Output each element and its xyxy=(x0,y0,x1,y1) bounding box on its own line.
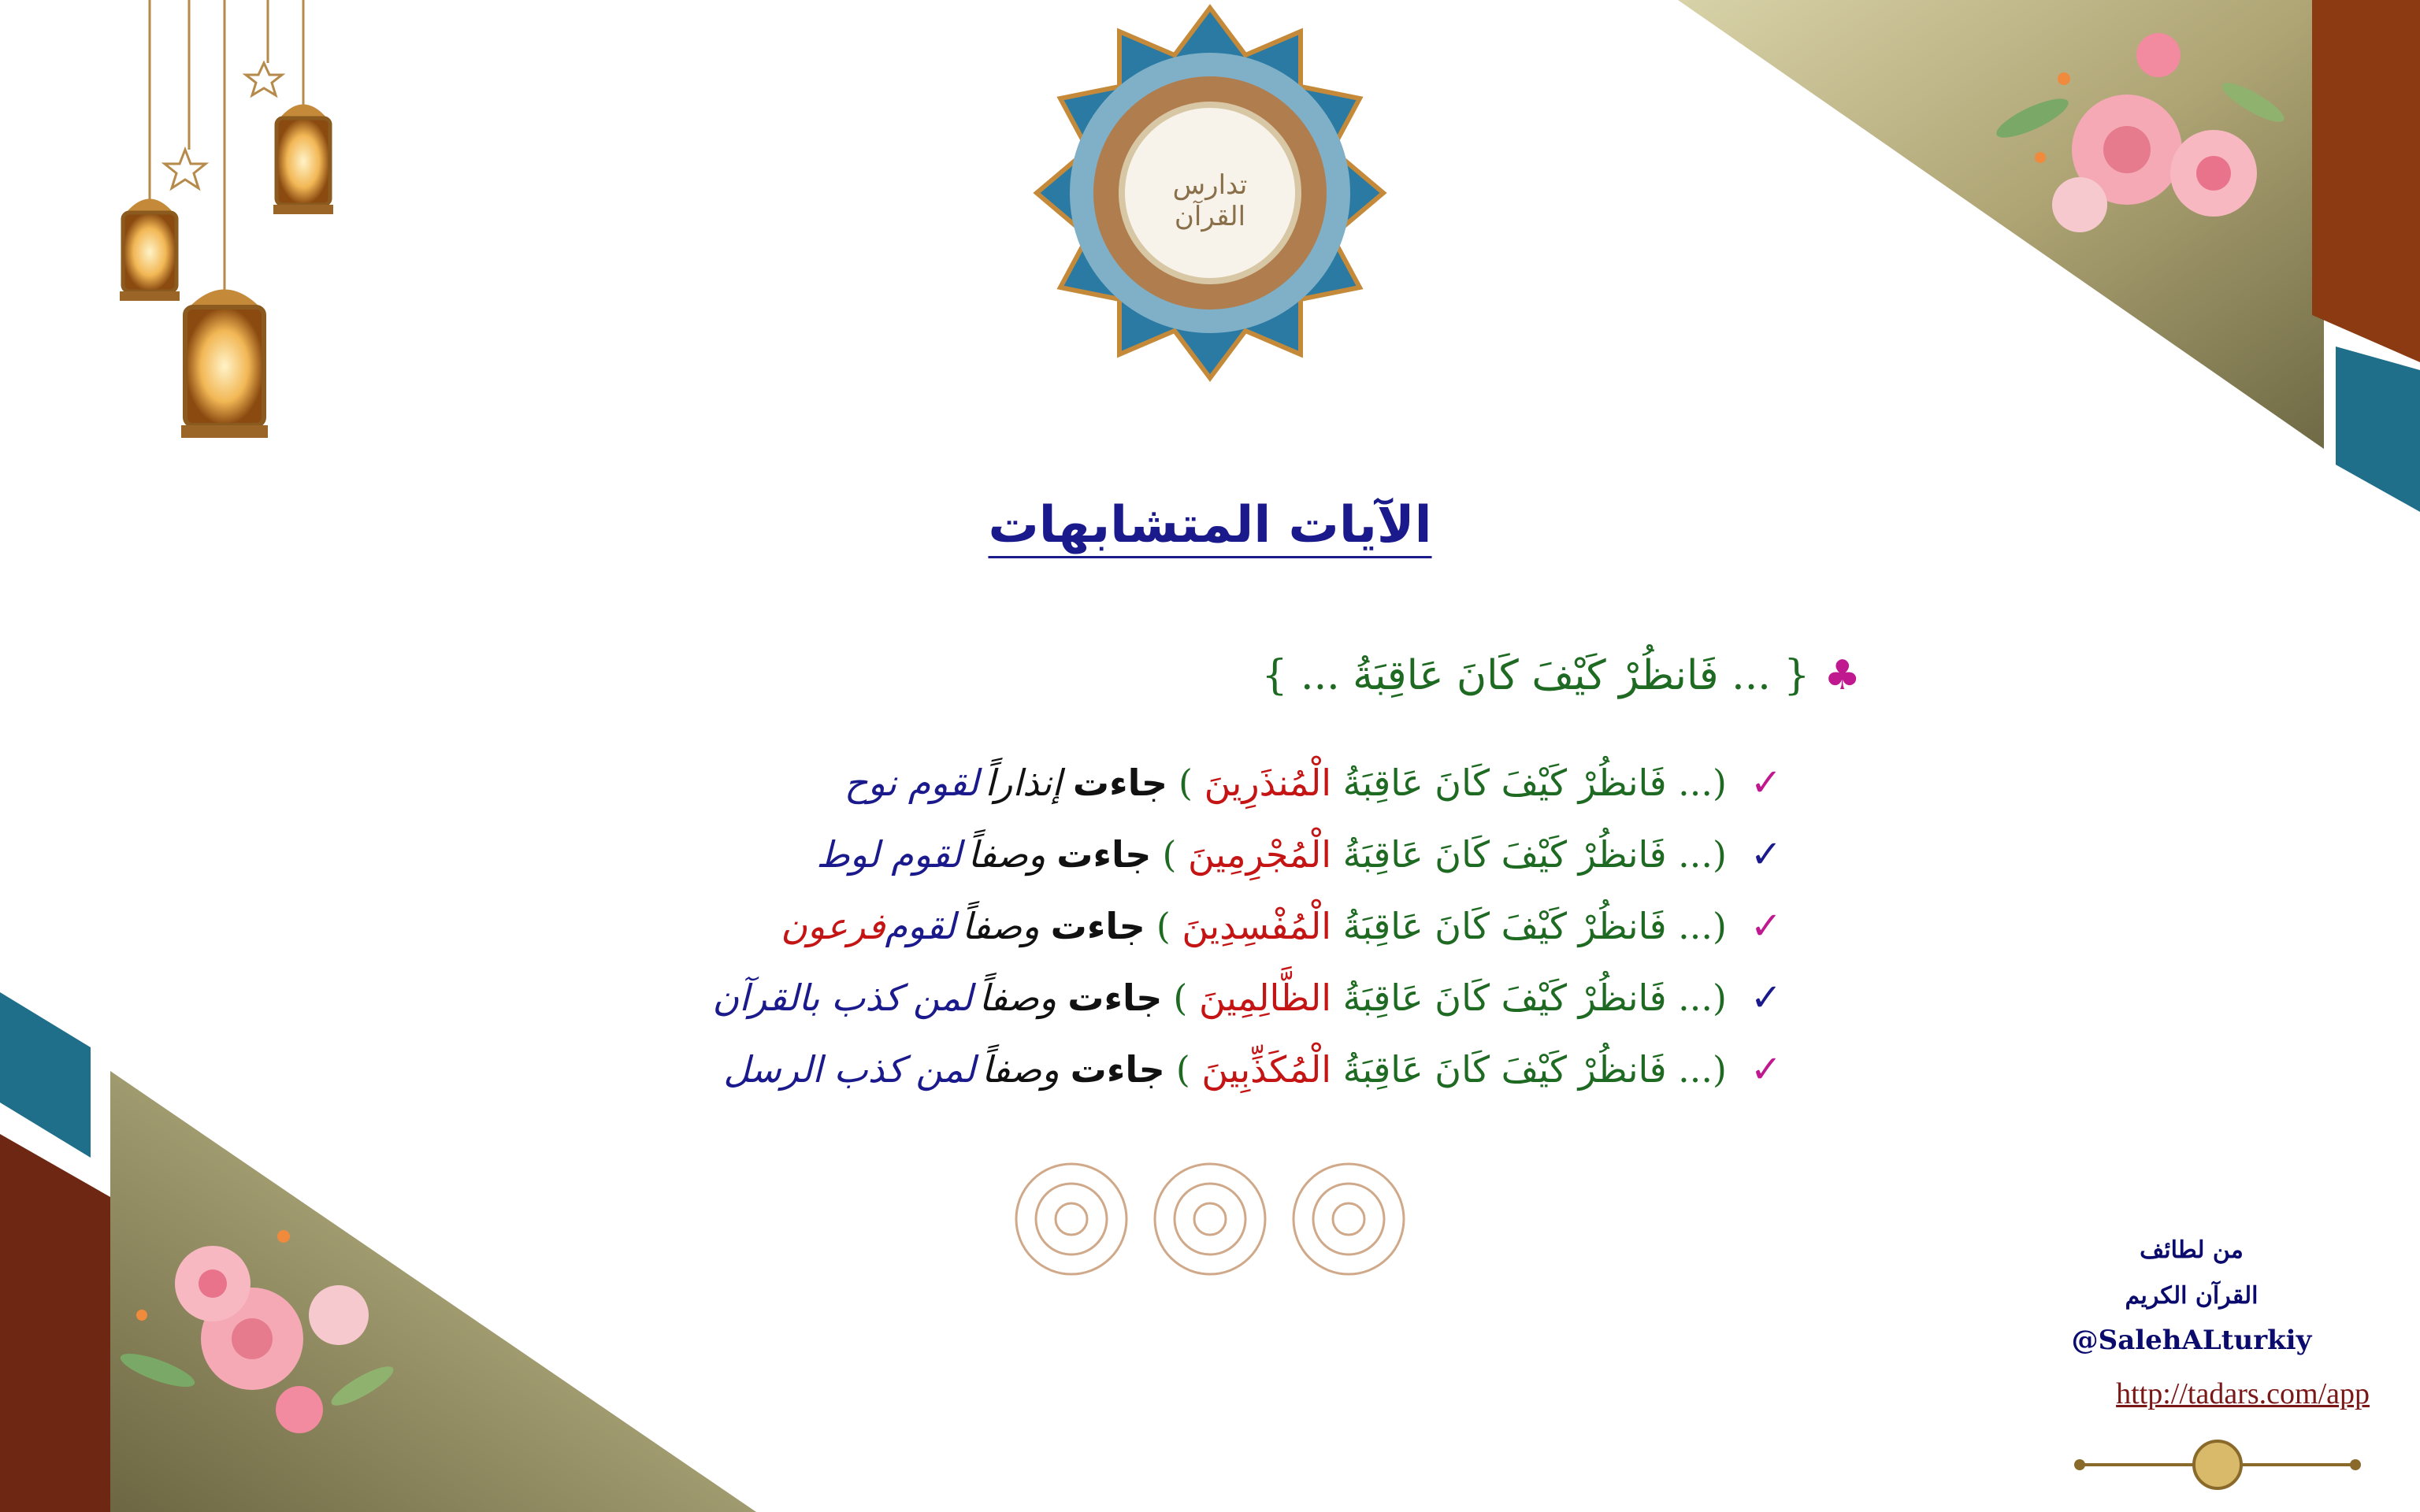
check-icon: ✓ xyxy=(1750,760,1783,805)
lantern-1 xyxy=(120,199,180,302)
list-item xyxy=(529,1033,1790,1105)
lantern-3 xyxy=(181,290,268,439)
came-label: جاءت xyxy=(1050,904,1145,947)
tadars-link[interactable]: http://tadars.com/app xyxy=(2116,1377,2370,1410)
divider-ornament xyxy=(2074,1441,2361,1488)
came-label: جاءت xyxy=(1070,1047,1165,1091)
verse-keyword: الْمُجْرِمِينَ xyxy=(1188,832,1332,876)
credit-line-1: من لطائف xyxy=(2140,1236,2244,1264)
corner-top-right-brown xyxy=(2312,0,2420,362)
came-label: جاءت xyxy=(1072,761,1168,804)
corner-bottom-left-brown xyxy=(0,1134,110,1512)
description-highlight: فرعون xyxy=(781,904,885,947)
description-word: وصفاً xyxy=(978,976,1057,1019)
verse-header-text: { ... فَانظُرْ كَيْفَ كَانَ عَاقِبَةُ ... } xyxy=(1261,652,1810,699)
corner-top-right-gold xyxy=(1678,0,2324,449)
description-word: وصفاً xyxy=(982,1047,1060,1091)
list-item xyxy=(529,818,1790,890)
mandala-ornaments xyxy=(1016,1164,1404,1274)
description-target: لقوم نوح xyxy=(844,761,979,804)
verse-list xyxy=(529,747,1790,1105)
verse-quote: (... فَانظُرْ كَيْفَ كَانَ عَاقِبَةُ الْمُكَذِّبِينَ ) xyxy=(1175,1047,1727,1091)
description-target: لقوم xyxy=(885,904,956,947)
corner-top-right-teal xyxy=(2336,346,2420,512)
verse-quote: (... فَانظُرْ كَيْفَ كَانَ عَاقِبَةُ الْمُنذَرِينَ ) xyxy=(1178,761,1727,804)
verse-keyword: الظَّالِمِينَ xyxy=(1199,976,1332,1019)
verse-quote: (... فَانظُرْ كَيْفَ كَانَ عَاقِبَةُ الْمُفْسِدِينَ ) xyxy=(1156,904,1727,947)
verse-keyword: الْمُكَذِّبِينَ xyxy=(1201,1047,1332,1091)
club-bullet-icon: ♣ xyxy=(1824,652,1861,699)
check-icon: ✓ xyxy=(1750,832,1783,876)
list-item xyxy=(529,890,1790,962)
verse-header xyxy=(1261,652,1861,699)
lantern-2 xyxy=(273,105,333,215)
corner-bottom-left-teal xyxy=(0,992,91,1158)
credit-handle: @SalehALturkiy xyxy=(2071,1325,2312,1356)
verse-quote: (... فَانظُرْ كَيْفَ كَانَ عَاقِبَةُ الْمُجْرِمِينَ ) xyxy=(1162,832,1727,876)
check-icon: ✓ xyxy=(1750,1047,1783,1091)
description-word: وصفاً xyxy=(967,832,1046,876)
description-word: وصفاً xyxy=(962,904,1040,947)
description-target: لقوم لوط xyxy=(816,832,962,876)
check-icon: ✓ xyxy=(1750,903,1783,948)
verse-keyword: الْمُفْسِدِينَ xyxy=(1182,904,1332,947)
logo-text: تدارس القرآن xyxy=(1172,169,1248,232)
list-item xyxy=(529,747,1790,818)
credit-line-2: القرآن الكريم xyxy=(2125,1282,2259,1310)
list-item xyxy=(529,962,1790,1033)
came-label: جاءت xyxy=(1056,832,1152,876)
description-target: لمن كذب الرسل xyxy=(723,1047,976,1091)
verse-keyword: الْمُنذَرِينَ xyxy=(1204,761,1332,804)
verse-quote: (... فَانظُرْ كَيْفَ كَانَ عَاقِبَةُ الظَّالِمِينَ ) xyxy=(1173,976,1727,1019)
description-word: إنذاراً xyxy=(985,761,1062,804)
description-target: لمن كذب بالقرآن xyxy=(712,976,973,1019)
page-title: الآيات المتشابهات xyxy=(988,496,1432,554)
came-label: جاءت xyxy=(1067,976,1163,1019)
check-icon: ✓ xyxy=(1750,975,1783,1020)
